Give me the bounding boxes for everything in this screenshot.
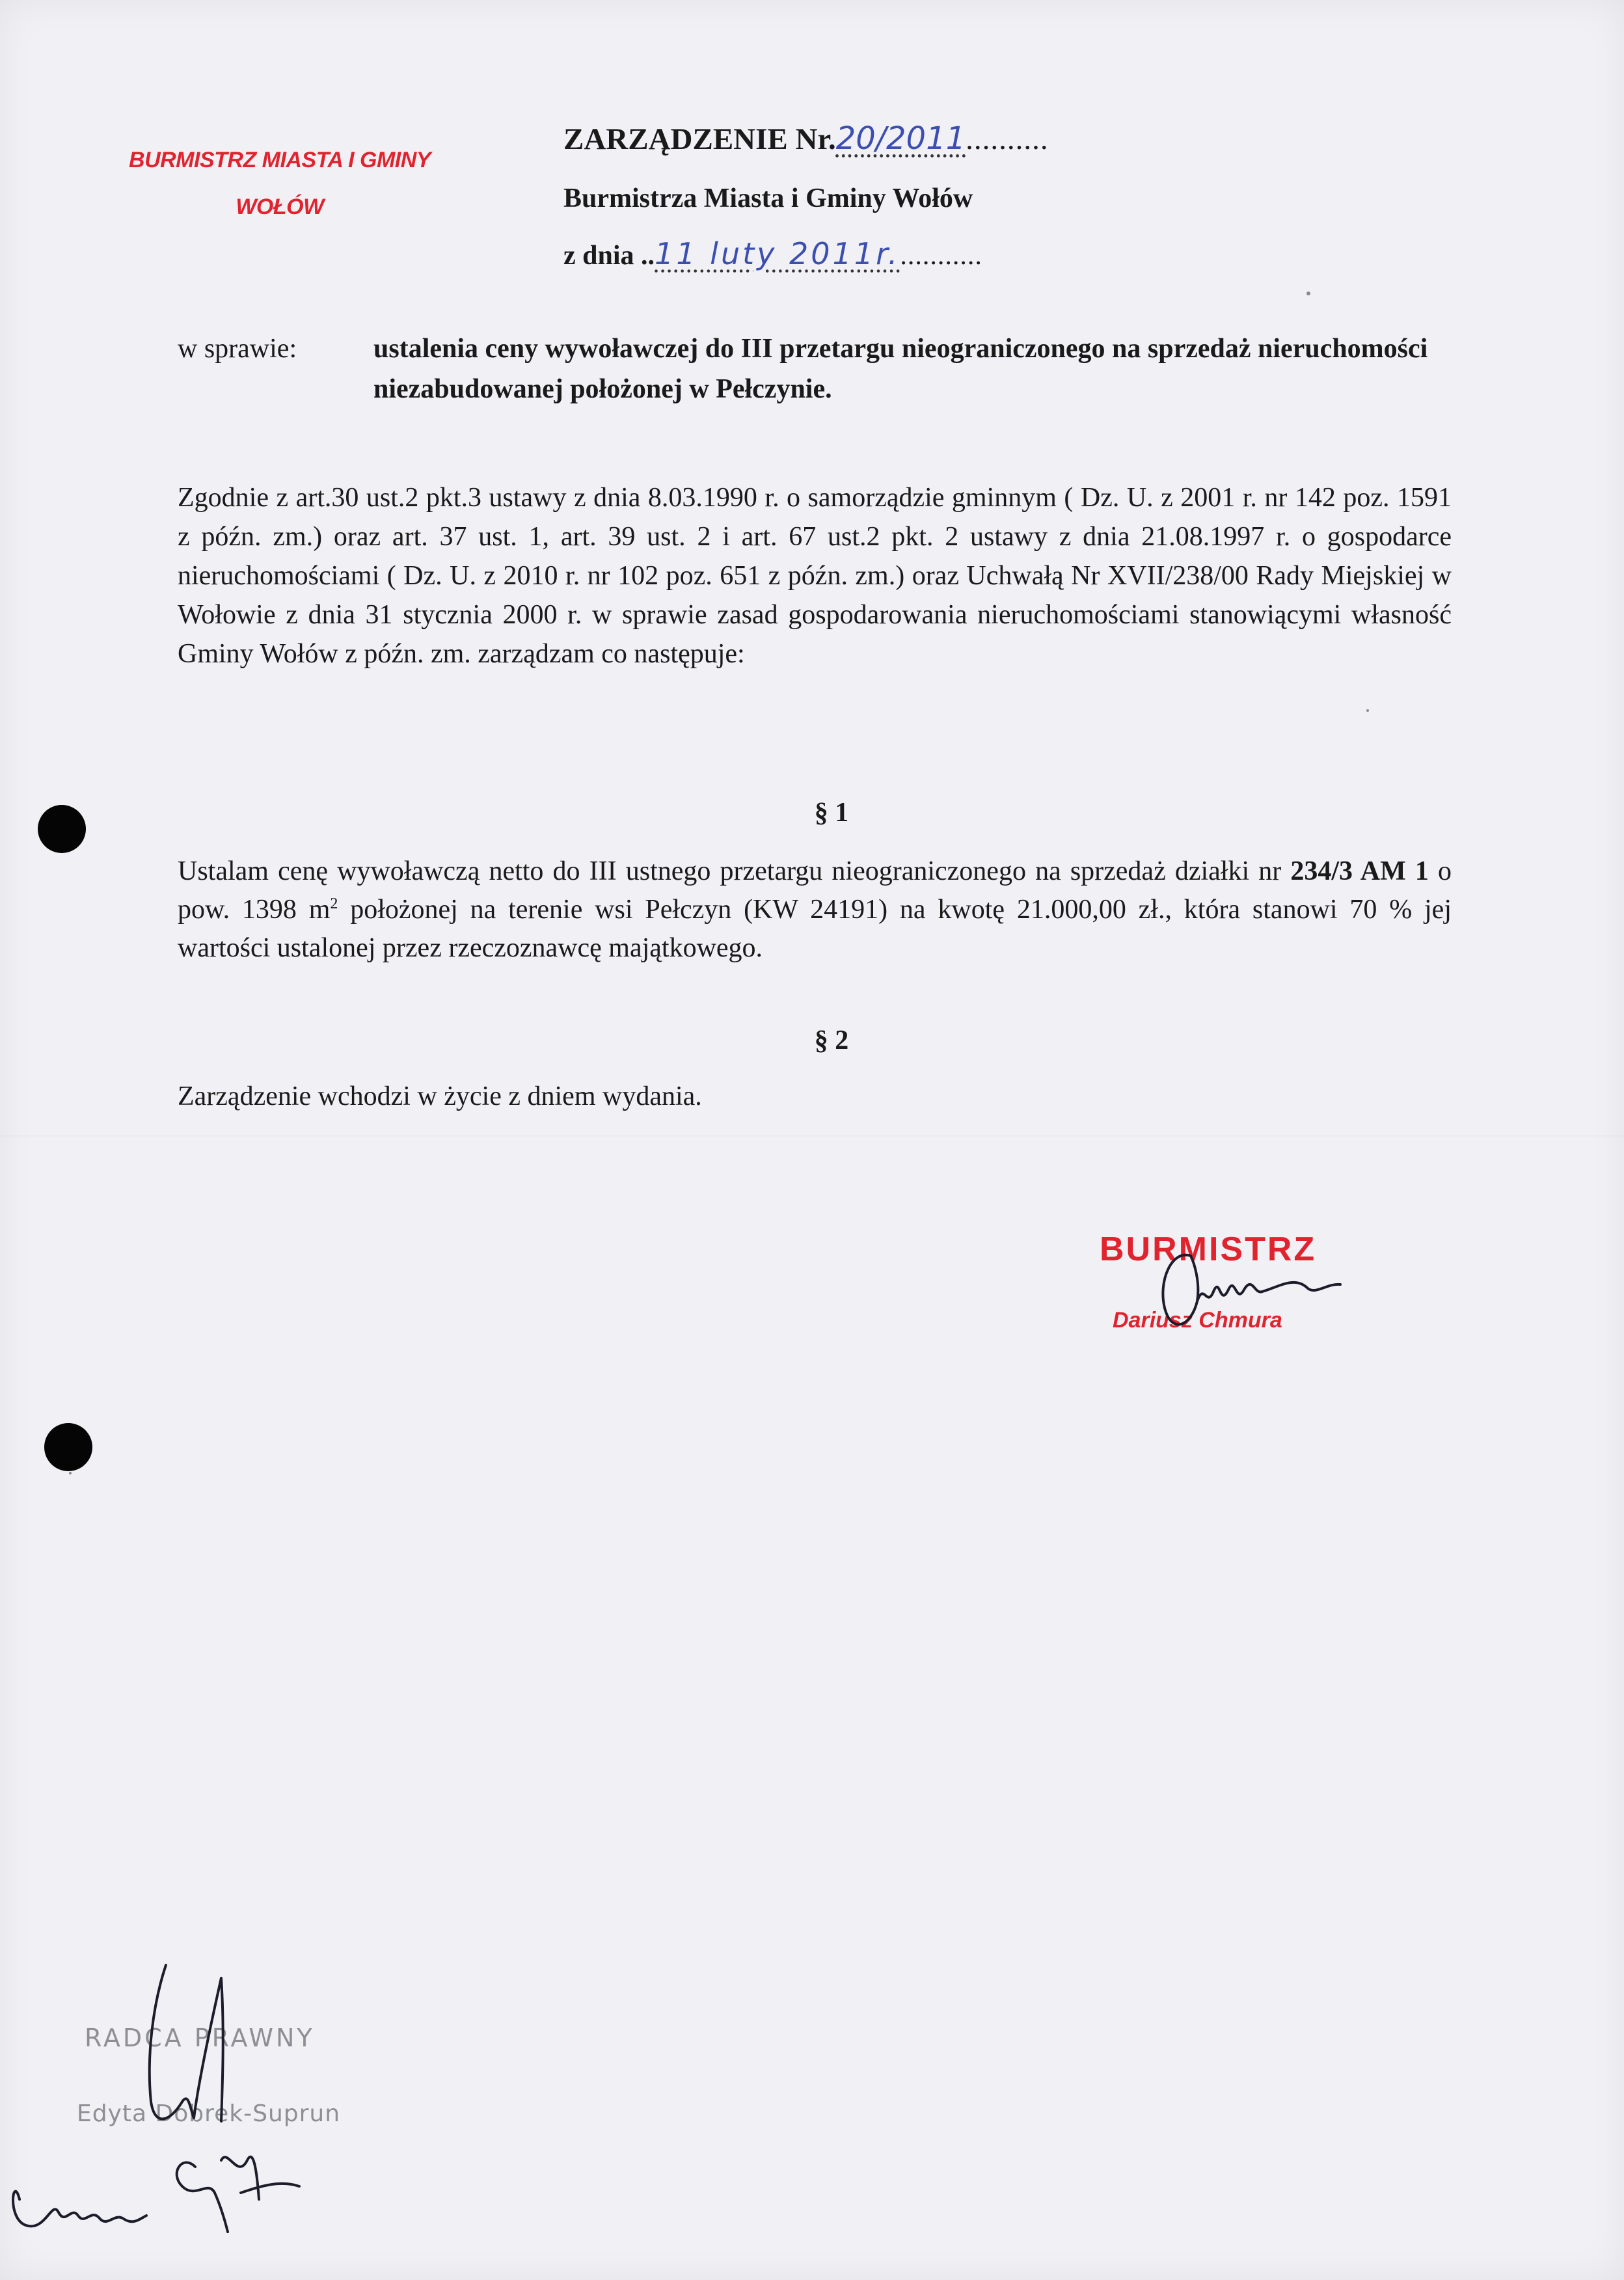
section-2-mark: § 2 xyxy=(814,1025,849,1055)
issuer-line: Burmistrza Miasta i Gminy Wołów xyxy=(563,183,973,213)
mayor-signature xyxy=(1145,1230,1379,1360)
paper-speck xyxy=(69,1472,72,1474)
paper-speck xyxy=(1306,292,1310,295)
punch-hole xyxy=(44,1423,92,1471)
subject-lead: w sprawie: xyxy=(178,334,297,364)
document-title xyxy=(563,120,1049,157)
subject-text: ustalenia ceny wywoławczej do III przetargu nieograniczonego na sprzedaż nieruchomości niezabudowanej położonej w Pełczynie. xyxy=(373,334,1428,404)
office-stamp-line2: WOŁÓW xyxy=(236,195,324,219)
mayor-stamp-name: Dariusz Chmura xyxy=(1113,1308,1282,1333)
paper-speck xyxy=(1366,709,1369,712)
handwritten-number: 20/2011 xyxy=(835,120,966,157)
paper-fold xyxy=(0,1135,1624,1137)
title-label: ZARZĄDZENIE Nr. xyxy=(563,122,836,156)
section-1-mark: § 1 xyxy=(814,798,849,828)
section-2-text: Zarządzenie wchodzi w życie z dniem wydania. xyxy=(178,1081,702,1111)
legal-stamp-name: Edyta Dobrek-Suprun xyxy=(77,2100,341,2127)
section-1-area: o pow. 1398 m xyxy=(178,856,1452,925)
date-label: z dnia .. xyxy=(563,241,655,271)
legal-counsel-signature xyxy=(0,1952,390,2280)
section-1-text xyxy=(178,852,1452,968)
legal-stamp-title: RADCA PRAWNY xyxy=(85,2024,315,2052)
dotted-fill: ........... xyxy=(900,241,982,271)
mayor-stamp-title: BURMISTRZ xyxy=(1100,1230,1317,1268)
area-superscript: 2 xyxy=(330,895,338,912)
date-line xyxy=(563,236,982,271)
office-stamp-line1: BURMISTRZ MIASTA I GMINY xyxy=(129,148,431,172)
office-stamp xyxy=(98,137,462,230)
handwritten-date: 11 luty 2011r. xyxy=(655,236,900,271)
section-1-text-before: Ustalam cenę wywoławczą netto do III ustnego przetargu nieograniczonego na sprzedaż działki nr xyxy=(178,856,1291,886)
section-1-text-after: położonej na terenie wsi Pełczyn (KW 24191) na kwotę 21.000,00 zł., która stanowi 70 % jej wartości ustalonej przez rzeczoznawcę majątkowego. xyxy=(178,895,1452,963)
legal-basis-paragraph: Zgodnie z art.30 ust.2 pkt.3 ustawy z dnia 8.03.1990 r. o samorządzie gminnym ( Dz. U. z 2001 r. nr 142 poz. 1591 z późn. zm.) oraz art. 37 ust. 1, art. 39 ust. 2 i art. 67 ust.2 pkt. 2 ustawy z dnia 21.08.1997 r. o gospodarce nieruchomościami ( Dz. U. z 2010 r. nr 102 poz. 651 z późn. zm.) oraz Uchwałą Nr XVII/238/00 Rady Miejskiej w Wołowie z dnia 31 stycznia 2000 r. w sprawie zasad gospodarowania nieruchomościami stanowiącymi własność Gminy Wołów z późn. zm. zarządzam co następuje: xyxy=(178,483,1452,669)
parcel-number: 234/3 AM 1 xyxy=(1290,856,1429,886)
dotted-fill: .......... xyxy=(966,122,1049,156)
